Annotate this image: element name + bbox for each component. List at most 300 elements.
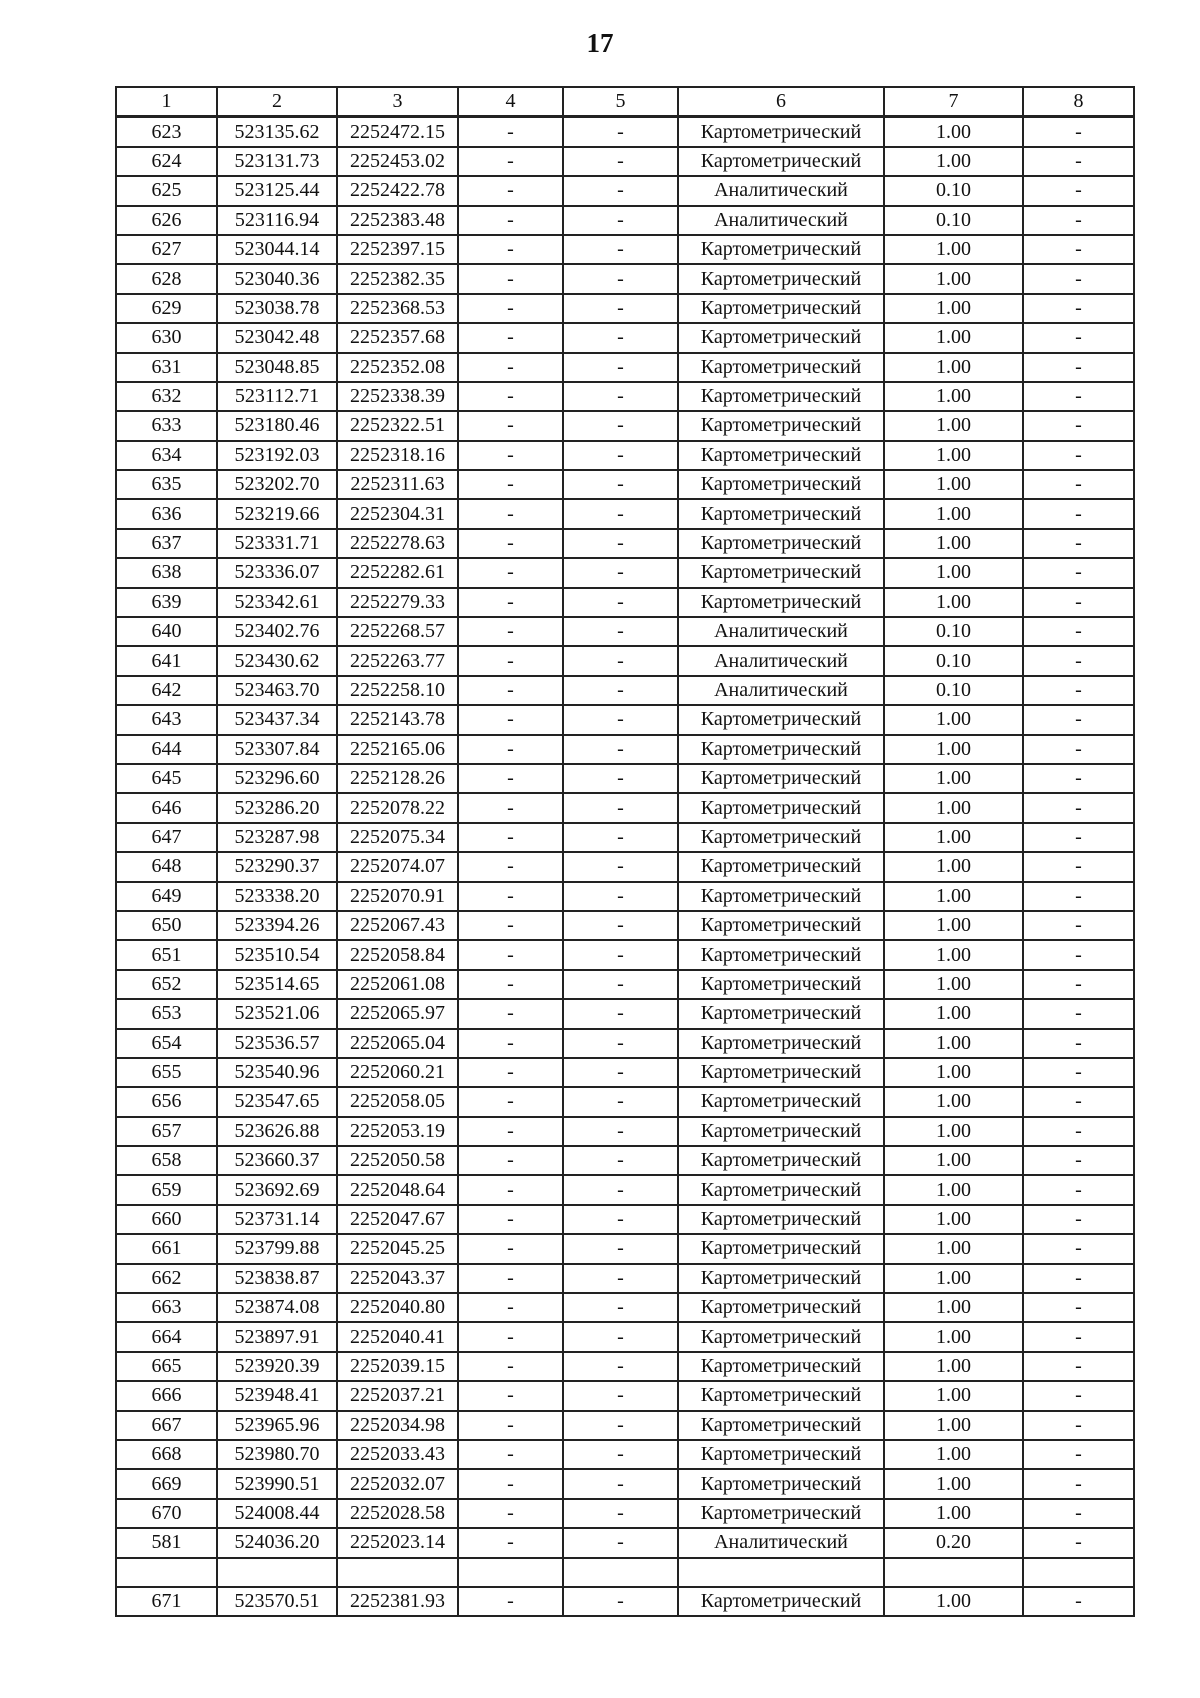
point-number-cell: 649 (116, 882, 217, 911)
column-5-cell: - (563, 1234, 678, 1263)
y-coordinate-cell: 2252078.22 (337, 793, 458, 822)
table-row (116, 1087, 1134, 1116)
method-cell: Картометрический (678, 1087, 884, 1116)
x-coordinate-cell: 524036.20 (217, 1528, 337, 1557)
column-4-cell: - (458, 705, 563, 734)
x-coordinate-cell: 523990.51 (217, 1469, 337, 1498)
x-coordinate-cell: 523430.62 (217, 646, 337, 675)
column-5-cell: - (563, 1087, 678, 1116)
method-cell: Картометрический (678, 1117, 884, 1146)
method-cell: Картометрический (678, 911, 884, 940)
point-number-cell: 648 (116, 852, 217, 881)
point-number-cell: 623 (116, 117, 217, 147)
x-coordinate-cell: 523125.44 (217, 176, 337, 205)
point-number-cell: 660 (116, 1205, 217, 1234)
table-row (116, 882, 1134, 911)
column-8-cell: - (1023, 1117, 1134, 1146)
method-cell: Картометрический (678, 1175, 884, 1204)
x-coordinate-cell: 523394.26 (217, 911, 337, 940)
method-cell: Картометрический (678, 1469, 884, 1498)
x-coordinate-cell: 523287.98 (217, 823, 337, 852)
column-4-cell: - (458, 735, 563, 764)
column-5-cell: - (563, 499, 678, 528)
column-4-cell (458, 1558, 563, 1587)
column-8-cell: - (1023, 264, 1134, 293)
accuracy-cell: 1.00 (884, 999, 1023, 1028)
y-coordinate-cell: 2252053.19 (337, 1117, 458, 1146)
point-number-cell: 634 (116, 441, 217, 470)
column-8-cell: - (1023, 235, 1134, 264)
point-number-cell: 651 (116, 940, 217, 969)
column-4-cell: - (458, 558, 563, 587)
table-row (116, 1117, 1134, 1146)
y-coordinate-cell: 2252058.84 (337, 940, 458, 969)
point-number-cell: 668 (116, 1440, 217, 1469)
x-coordinate-cell: 523660.37 (217, 1146, 337, 1175)
column-8-cell: - (1023, 1499, 1134, 1528)
method-cell: Аналитический (678, 206, 884, 235)
column-5-cell: - (563, 646, 678, 675)
table-row (116, 970, 1134, 999)
accuracy-cell: 1.00 (884, 1440, 1023, 1469)
method-cell: Картометрический (678, 499, 884, 528)
accuracy-cell: 1.00 (884, 1293, 1023, 1322)
accuracy-cell: 0.10 (884, 646, 1023, 675)
column-8-cell: - (1023, 823, 1134, 852)
x-coordinate-cell: 523044.14 (217, 235, 337, 264)
column-4-cell: - (458, 646, 563, 675)
column-5-cell: - (563, 147, 678, 176)
x-coordinate-cell: 523965.96 (217, 1411, 337, 1440)
point-number-cell: 581 (116, 1528, 217, 1557)
point-number-cell: 659 (116, 1175, 217, 1204)
method-cell: Картометрический (678, 1440, 884, 1469)
column-8-cell: - (1023, 382, 1134, 411)
accuracy-cell: 1.00 (884, 411, 1023, 440)
y-coordinate-cell: 2252060.21 (337, 1058, 458, 1087)
y-coordinate-cell: 2252352.08 (337, 353, 458, 382)
column-8-cell: - (1023, 676, 1134, 705)
column-8-cell: - (1023, 1322, 1134, 1351)
column-5-cell: - (563, 764, 678, 793)
point-number-cell: 624 (116, 147, 217, 176)
x-coordinate-cell: 523338.20 (217, 882, 337, 911)
method-cell: Аналитический (678, 646, 884, 675)
column-5-cell: - (563, 676, 678, 705)
point-number-cell: 637 (116, 529, 217, 558)
x-coordinate-cell: 523040.36 (217, 264, 337, 293)
column-8-cell: - (1023, 852, 1134, 881)
method-cell: Картометрический (678, 1352, 884, 1381)
y-coordinate-cell: 2252322.51 (337, 411, 458, 440)
x-coordinate-cell: 523135.62 (217, 117, 337, 147)
y-coordinate-cell: 2252074.07 (337, 852, 458, 881)
column-4-cell: - (458, 999, 563, 1028)
y-coordinate-cell: 2252040.80 (337, 1293, 458, 1322)
table-row (116, 206, 1134, 235)
column-8-cell: - (1023, 1411, 1134, 1440)
column-4-cell: - (458, 1322, 563, 1351)
accuracy-cell: 1.00 (884, 294, 1023, 323)
point-number-cell: 628 (116, 264, 217, 293)
accuracy-cell: 1.00 (884, 1029, 1023, 1058)
column-8-cell: - (1023, 1469, 1134, 1498)
x-coordinate-cell: 524008.44 (217, 1499, 337, 1528)
column-5-cell: - (563, 1469, 678, 1498)
column-5-cell: - (563, 206, 678, 235)
column-5-cell: - (563, 1411, 678, 1440)
table-row (116, 353, 1134, 382)
method-cell: Картометрический (678, 353, 884, 382)
point-number-cell: 647 (116, 823, 217, 852)
column-5-cell: - (563, 823, 678, 852)
method-cell: Картометрический (678, 1293, 884, 1322)
x-coordinate-cell: 523948.41 (217, 1381, 337, 1410)
accuracy-cell: 1.00 (884, 1205, 1023, 1234)
accuracy-cell: 1.00 (884, 764, 1023, 793)
column-8-cell: - (1023, 1528, 1134, 1557)
table-row (116, 558, 1134, 587)
column-5-cell: - (563, 705, 678, 734)
column-4-cell: - (458, 1411, 563, 1440)
y-coordinate-cell: 2252033.43 (337, 1440, 458, 1469)
column-header-2: 2 (217, 87, 337, 117)
column-5-cell: - (563, 793, 678, 822)
x-coordinate-cell: 523290.37 (217, 852, 337, 881)
accuracy-cell: 1.00 (884, 1117, 1023, 1146)
y-coordinate-cell: 2252023.14 (337, 1528, 458, 1557)
column-4-cell: - (458, 1264, 563, 1293)
column-5-cell: - (563, 1352, 678, 1381)
x-coordinate-cell: 523897.91 (217, 1322, 337, 1351)
table-row (116, 588, 1134, 617)
table-row (116, 529, 1134, 558)
method-cell: Картометрический (678, 1146, 884, 1175)
x-coordinate-cell: 523202.70 (217, 470, 337, 499)
method-cell: Картометрический (678, 940, 884, 969)
x-coordinate-cell: 523692.69 (217, 1175, 337, 1204)
accuracy-cell (884, 1558, 1023, 1587)
table-body (116, 87, 1134, 1616)
x-coordinate-cell (217, 1558, 337, 1587)
point-number-cell: 661 (116, 1234, 217, 1263)
point-number-cell: 655 (116, 1058, 217, 1087)
method-cell: Картометрический (678, 970, 884, 999)
column-4-cell: - (458, 588, 563, 617)
x-coordinate-cell: 523547.65 (217, 1087, 337, 1116)
x-coordinate-cell: 523331.71 (217, 529, 337, 558)
accuracy-cell: 1.00 (884, 529, 1023, 558)
accuracy-cell: 1.00 (884, 470, 1023, 499)
column-4-cell: - (458, 323, 563, 352)
method-cell: Картометрический (678, 558, 884, 587)
accuracy-cell: 1.00 (884, 588, 1023, 617)
accuracy-cell: 0.10 (884, 617, 1023, 646)
method-cell: Картометрический (678, 235, 884, 264)
method-cell: Аналитический (678, 676, 884, 705)
column-8-cell: - (1023, 323, 1134, 352)
method-cell: Картометрический (678, 323, 884, 352)
column-8-cell: - (1023, 617, 1134, 646)
column-4-cell: - (458, 470, 563, 499)
column-4-cell: - (458, 1469, 563, 1498)
accuracy-cell: 0.10 (884, 176, 1023, 205)
y-coordinate-cell: 2252357.68 (337, 323, 458, 352)
y-coordinate-cell: 2252258.10 (337, 676, 458, 705)
column-5-cell: - (563, 264, 678, 293)
point-number-cell: 667 (116, 1411, 217, 1440)
x-coordinate-cell: 523540.96 (217, 1058, 337, 1087)
accuracy-cell: 1.00 (884, 1175, 1023, 1204)
column-8-cell: - (1023, 147, 1134, 176)
accuracy-cell: 1.00 (884, 235, 1023, 264)
column-4-cell: - (458, 147, 563, 176)
point-number-cell: 671 (116, 1587, 217, 1616)
accuracy-cell: 1.00 (884, 1264, 1023, 1293)
table-row (116, 911, 1134, 940)
method-cell: Картометрический (678, 823, 884, 852)
column-8-cell: - (1023, 1234, 1134, 1263)
y-coordinate-cell: 2252278.63 (337, 529, 458, 558)
y-coordinate-cell: 2252050.58 (337, 1146, 458, 1175)
column-8-cell: - (1023, 588, 1134, 617)
method-cell: Картометрический (678, 529, 884, 558)
x-coordinate-cell: 523038.78 (217, 294, 337, 323)
y-coordinate-cell: 2252318.16 (337, 441, 458, 470)
column-8-cell: - (1023, 353, 1134, 382)
x-coordinate-cell: 523437.34 (217, 705, 337, 734)
column-header-7: 7 (884, 87, 1023, 117)
column-4-cell: - (458, 1528, 563, 1557)
point-number-cell: 635 (116, 470, 217, 499)
accuracy-cell: 1.00 (884, 1322, 1023, 1351)
accuracy-cell: 1.00 (884, 382, 1023, 411)
column-header-8: 8 (1023, 87, 1134, 117)
accuracy-cell: 1.00 (884, 441, 1023, 470)
x-coordinate-cell: 523570.51 (217, 1587, 337, 1616)
y-coordinate-cell: 2252383.48 (337, 206, 458, 235)
column-4-cell: - (458, 882, 563, 911)
table-row (116, 1440, 1134, 1469)
table-row (116, 764, 1134, 793)
table-row (116, 1587, 1134, 1616)
column-8-cell: - (1023, 646, 1134, 675)
table-row (116, 793, 1134, 822)
y-coordinate-cell: 2252047.67 (337, 1205, 458, 1234)
table-row (116, 823, 1134, 852)
column-8-cell: - (1023, 940, 1134, 969)
point-number-cell: 641 (116, 646, 217, 675)
column-8-cell: - (1023, 558, 1134, 587)
column-8-cell: - (1023, 1058, 1134, 1087)
method-cell: Картометрический (678, 470, 884, 499)
table-row (116, 411, 1134, 440)
x-coordinate-cell: 523336.07 (217, 558, 337, 587)
column-5-cell: - (563, 1381, 678, 1410)
point-number-cell: 666 (116, 1381, 217, 1410)
method-cell: Картометрический (678, 882, 884, 911)
column-5-cell: - (563, 999, 678, 1028)
point-number-cell: 627 (116, 235, 217, 264)
table-row (116, 176, 1134, 205)
point-number-cell: 625 (116, 176, 217, 205)
accuracy-cell: 1.00 (884, 1352, 1023, 1381)
column-4-cell: - (458, 206, 563, 235)
x-coordinate-cell: 523510.54 (217, 940, 337, 969)
column-4-cell: - (458, 529, 563, 558)
accuracy-cell: 1.00 (884, 1146, 1023, 1175)
point-number-cell: 642 (116, 676, 217, 705)
column-4-cell: - (458, 117, 563, 147)
table-row (116, 1322, 1134, 1351)
accuracy-cell: 0.10 (884, 676, 1023, 705)
method-cell: Картометрический (678, 1205, 884, 1234)
column-5-cell: - (563, 1293, 678, 1322)
method-cell: Картометрический (678, 264, 884, 293)
column-8-cell: - (1023, 1293, 1134, 1322)
column-4-cell: - (458, 353, 563, 382)
column-4-cell: - (458, 676, 563, 705)
accuracy-cell: 1.00 (884, 882, 1023, 911)
column-5-cell: - (563, 411, 678, 440)
table-row (116, 294, 1134, 323)
method-cell: Картометрический (678, 852, 884, 881)
column-4-cell: - (458, 852, 563, 881)
column-4-cell: - (458, 970, 563, 999)
table-row (116, 1264, 1134, 1293)
column-5-cell: - (563, 588, 678, 617)
y-coordinate-cell: 2252263.77 (337, 646, 458, 675)
y-coordinate-cell: 2252453.02 (337, 147, 458, 176)
column-4-cell: - (458, 499, 563, 528)
table-row (116, 264, 1134, 293)
y-coordinate-cell: 2252282.61 (337, 558, 458, 587)
column-8-cell: - (1023, 999, 1134, 1028)
column-4-cell: - (458, 441, 563, 470)
table-row (116, 676, 1134, 705)
accuracy-cell: 1.00 (884, 823, 1023, 852)
point-number-cell: 665 (116, 1352, 217, 1381)
y-coordinate-cell: 2252143.78 (337, 705, 458, 734)
column-8-cell: - (1023, 441, 1134, 470)
column-5-cell: - (563, 1528, 678, 1557)
table-row (116, 1469, 1134, 1498)
accuracy-cell: 1.00 (884, 1381, 1023, 1410)
y-coordinate-cell: 2252304.31 (337, 499, 458, 528)
column-8-cell: - (1023, 1146, 1134, 1175)
method-cell: Картометрический (678, 999, 884, 1028)
column-4-cell: - (458, 823, 563, 852)
column-4-cell: - (458, 1029, 563, 1058)
y-coordinate-cell: 2252279.33 (337, 588, 458, 617)
column-4-cell: - (458, 1058, 563, 1087)
method-cell (678, 1558, 884, 1587)
column-5-cell: - (563, 1264, 678, 1293)
point-number-cell: 658 (116, 1146, 217, 1175)
column-4-cell: - (458, 1087, 563, 1116)
column-4-cell: - (458, 411, 563, 440)
column-5-cell: - (563, 1322, 678, 1351)
y-coordinate-cell: 2252070.91 (337, 882, 458, 911)
column-4-cell: - (458, 1440, 563, 1469)
column-5-cell: - (563, 1440, 678, 1469)
point-number-cell: 644 (116, 735, 217, 764)
column-4-cell: - (458, 617, 563, 646)
table-row (116, 1234, 1134, 1263)
x-coordinate-cell: 523131.73 (217, 147, 337, 176)
y-coordinate-cell: 2252165.06 (337, 735, 458, 764)
method-cell: Картометрический (678, 735, 884, 764)
accuracy-cell: 1.00 (884, 852, 1023, 881)
table-row (116, 1528, 1134, 1557)
column-5-cell: - (563, 1499, 678, 1528)
column-8-cell: - (1023, 911, 1134, 940)
point-number-cell: 657 (116, 1117, 217, 1146)
method-cell: Картометрический (678, 382, 884, 411)
accuracy-cell: 1.00 (884, 705, 1023, 734)
method-cell: Картометрический (678, 294, 884, 323)
x-coordinate-cell: 523307.84 (217, 735, 337, 764)
column-8-cell: - (1023, 764, 1134, 793)
column-5-cell: - (563, 382, 678, 411)
y-coordinate-cell: 2252472.15 (337, 117, 458, 147)
method-cell: Аналитический (678, 1528, 884, 1557)
point-number-cell: 652 (116, 970, 217, 999)
accuracy-cell: 1.00 (884, 970, 1023, 999)
column-5-cell (563, 1558, 678, 1587)
x-coordinate-cell: 523920.39 (217, 1352, 337, 1381)
table-row (116, 940, 1134, 969)
point-number-cell: 662 (116, 1264, 217, 1293)
column-4-cell: - (458, 1146, 563, 1175)
point-number-cell: 670 (116, 1499, 217, 1528)
y-coordinate-cell: 2252382.35 (337, 264, 458, 293)
table-row (116, 1058, 1134, 1087)
column-8-cell: - (1023, 176, 1134, 205)
x-coordinate-cell: 523626.88 (217, 1117, 337, 1146)
column-8-cell: - (1023, 1440, 1134, 1469)
point-number-cell: 636 (116, 499, 217, 528)
column-5-cell: - (563, 852, 678, 881)
column-8-cell: - (1023, 705, 1134, 734)
column-5-cell: - (563, 970, 678, 999)
method-cell: Картометрический (678, 1587, 884, 1616)
y-coordinate-cell: 2252061.08 (337, 970, 458, 999)
accuracy-cell: 1.00 (884, 735, 1023, 764)
y-coordinate-cell: 2252422.78 (337, 176, 458, 205)
table-row (116, 1029, 1134, 1058)
y-coordinate-cell: 2252128.26 (337, 764, 458, 793)
method-cell: Картометрический (678, 588, 884, 617)
point-number-cell: 656 (116, 1087, 217, 1116)
method-cell: Картометрический (678, 1029, 884, 1058)
point-number-cell: 664 (116, 1322, 217, 1351)
method-cell: Картометрический (678, 705, 884, 734)
table-row (116, 235, 1134, 264)
table-row (116, 735, 1134, 764)
x-coordinate-cell: 523799.88 (217, 1234, 337, 1263)
column-8-cell: - (1023, 1205, 1134, 1234)
column-5-cell: - (563, 470, 678, 499)
column-5-cell: - (563, 1175, 678, 1204)
accuracy-cell: 1.00 (884, 1469, 1023, 1498)
column-4-cell: - (458, 1499, 563, 1528)
column-4-cell: - (458, 1117, 563, 1146)
column-5-cell: - (563, 323, 678, 352)
point-number-cell: 643 (116, 705, 217, 734)
table-row (116, 705, 1134, 734)
accuracy-cell: 1.00 (884, 558, 1023, 587)
